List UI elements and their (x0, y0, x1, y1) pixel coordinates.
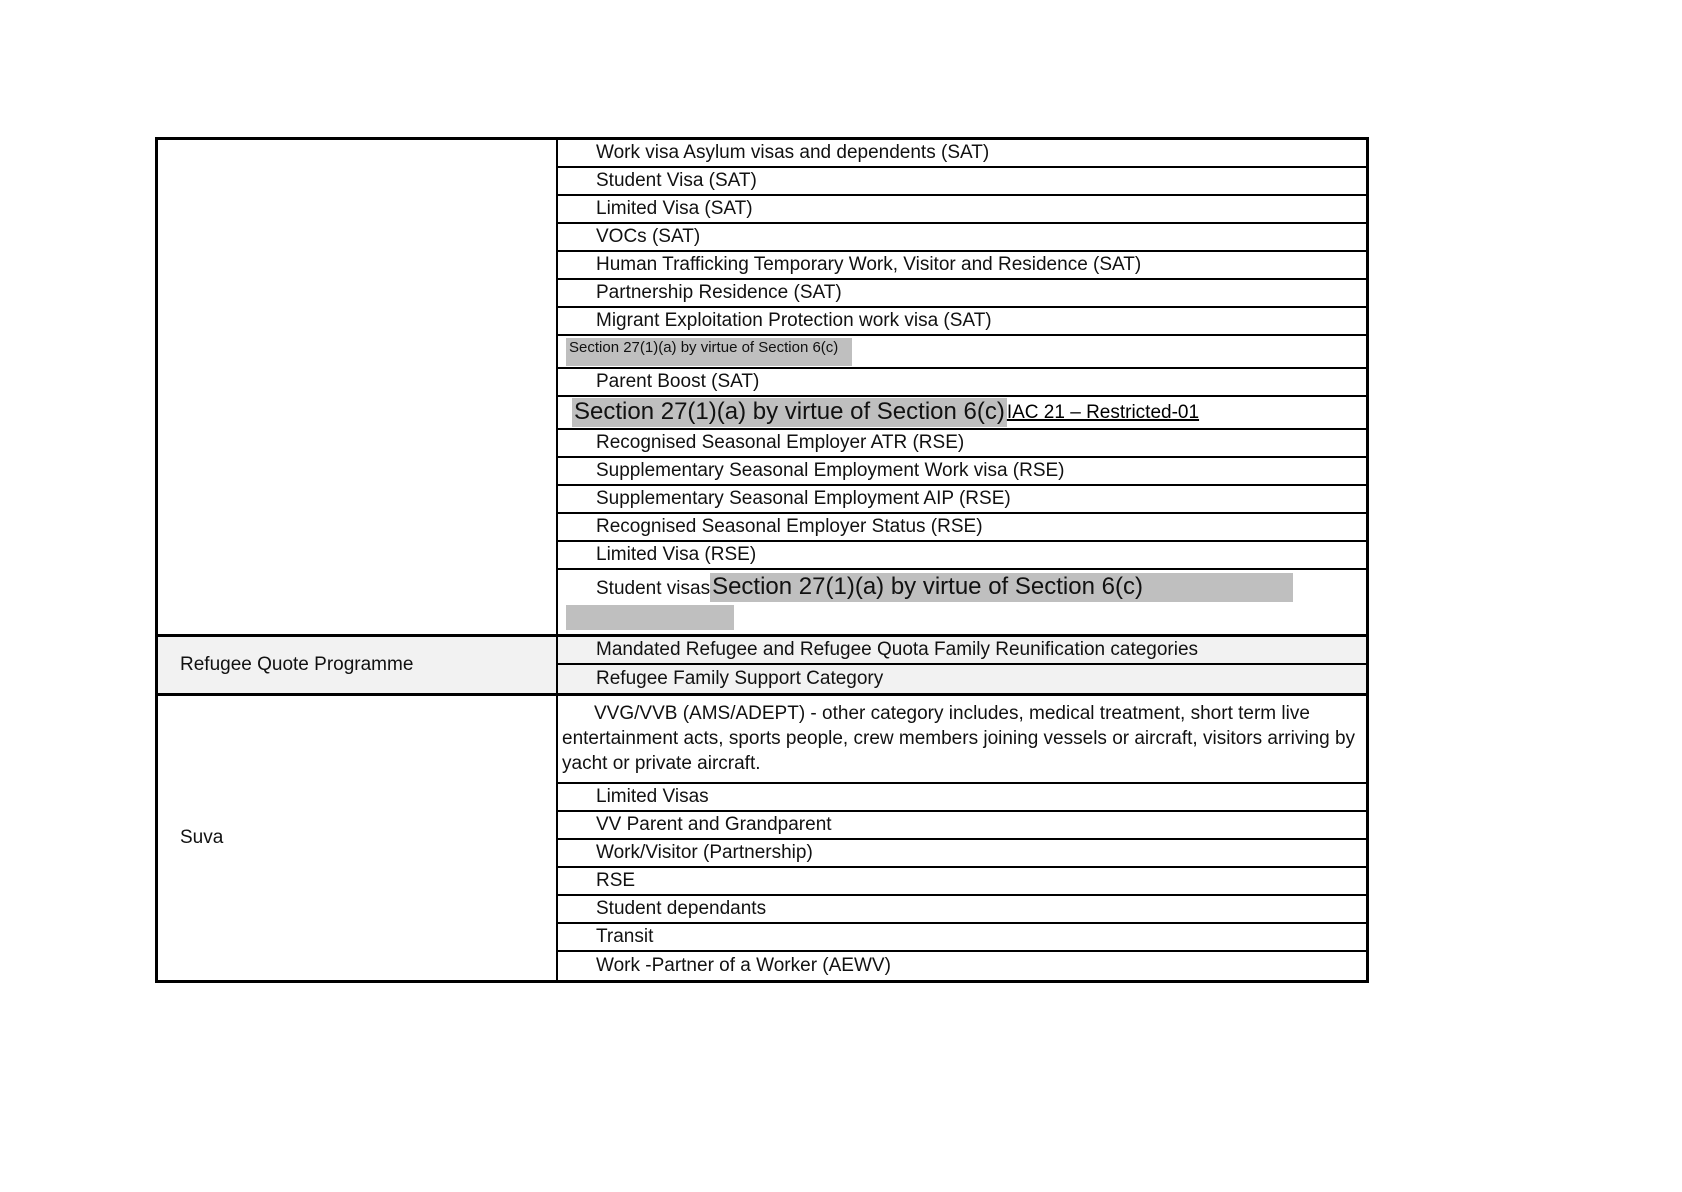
row-text: Human Trafficking Temporary Work, Visitor and Residence (SAT) (596, 254, 1142, 276)
table-row (558, 896, 1366, 924)
group-label-cell (158, 637, 558, 693)
table-row-paragraph (558, 696, 1366, 784)
row-text: Supplementary Seasonal Employment AIP (RSE) (596, 488, 1011, 510)
row-text: Limited Visa (SAT) (596, 198, 753, 220)
row-text: Work/Visitor (Partnership) (596, 842, 813, 864)
table-group-refugee-quote-programme (158, 634, 1366, 693)
row-text: Mandated Refugee and Refugee Quota Family Reunification categories (596, 639, 1199, 661)
rows-column (558, 140, 1366, 634)
table-row (558, 252, 1366, 280)
table-row (558, 140, 1366, 168)
table-row (558, 840, 1366, 868)
row-text: Recognised Seasonal Employer Status (RSE) (596, 516, 983, 538)
table-row (558, 514, 1366, 542)
gray-highlighted-text: Section 27(1)(a) by virtue of Section 6(c) (566, 338, 852, 366)
table-row (558, 168, 1366, 196)
table-group-suva (158, 693, 1366, 980)
table-row (558, 637, 1366, 665)
row-text: Partnership Residence (SAT) (596, 282, 842, 304)
table-row (558, 924, 1366, 952)
group-label: Suva (180, 827, 224, 849)
row-text: VVG/VVB (AMS/ADEPT) - other category includes, medical treatment, short term live entertainment acts, sports people, crew members joining vessels or aircraft, visitors arriving by yacht or private aircraft. (562, 703, 1356, 775)
table-row (558, 542, 1366, 570)
table-row (558, 458, 1366, 486)
table-row (558, 196, 1366, 224)
table-row-highlighted-small (558, 336, 1366, 369)
row-text: Student dependants (596, 898, 767, 920)
table-row (558, 430, 1366, 458)
table-row-highlighted-with-link (558, 397, 1366, 430)
row-text: Migrant Exploitation Protection work visa (SAT) (596, 310, 992, 332)
group-label-cell-empty (158, 140, 558, 634)
row-text: Work visa Asylum visas and dependents (SAT) (596, 142, 990, 164)
group-label-cell (158, 696, 558, 980)
table-group-unlabeled (158, 140, 1366, 634)
gray-highlighted-text: Section 27(1)(a) by virtue of Section 6(c) (710, 573, 1293, 602)
visa-categories-table (155, 137, 1369, 983)
table-row-student-visas (558, 570, 1366, 634)
table-row (558, 812, 1366, 840)
row-text: Transit (596, 926, 654, 948)
table-row (558, 952, 1366, 980)
iac-21-restricted-01-link[interactable]: IAC 21 – Restricted-01 (1006, 401, 1200, 423)
gray-redaction-block (566, 605, 734, 630)
table-row (558, 784, 1366, 812)
gray-highlighted-text: Section 27(1)(a) by virtue of Section 6(c) (574, 398, 1005, 426)
rows-column (558, 696, 1366, 980)
rows-column (558, 637, 1366, 693)
group-label: Refugee Quote Programme (180, 654, 414, 676)
row-text: Work -Partner of a Worker (AEWV) (596, 955, 891, 977)
table-row (558, 224, 1366, 252)
row-text: Student visas (596, 578, 711, 600)
row-text: VOCs (SAT) (596, 226, 701, 248)
table-row (558, 486, 1366, 514)
table-row (558, 280, 1366, 308)
table-row (558, 369, 1366, 397)
row-text: RSE (596, 870, 636, 892)
student-visas-line (564, 573, 1293, 602)
row-text: Supplementary Seasonal Employment Work visa (RSE) (596, 460, 1065, 482)
table-row (558, 665, 1366, 693)
table-row (558, 308, 1366, 336)
row-text: Recognised Seasonal Employer ATR (RSE) (596, 432, 965, 454)
row-text: Parent Boost (SAT) (596, 371, 760, 393)
row-text: Refugee Family Support Category (596, 668, 884, 690)
table-row (558, 868, 1366, 896)
row-text: VV Parent and Grandparent (596, 814, 832, 836)
row-text: Limited Visas (596, 786, 709, 808)
row-text: Limited Visa (RSE) (596, 544, 757, 566)
row-text: Student Visa (SAT) (596, 170, 757, 192)
